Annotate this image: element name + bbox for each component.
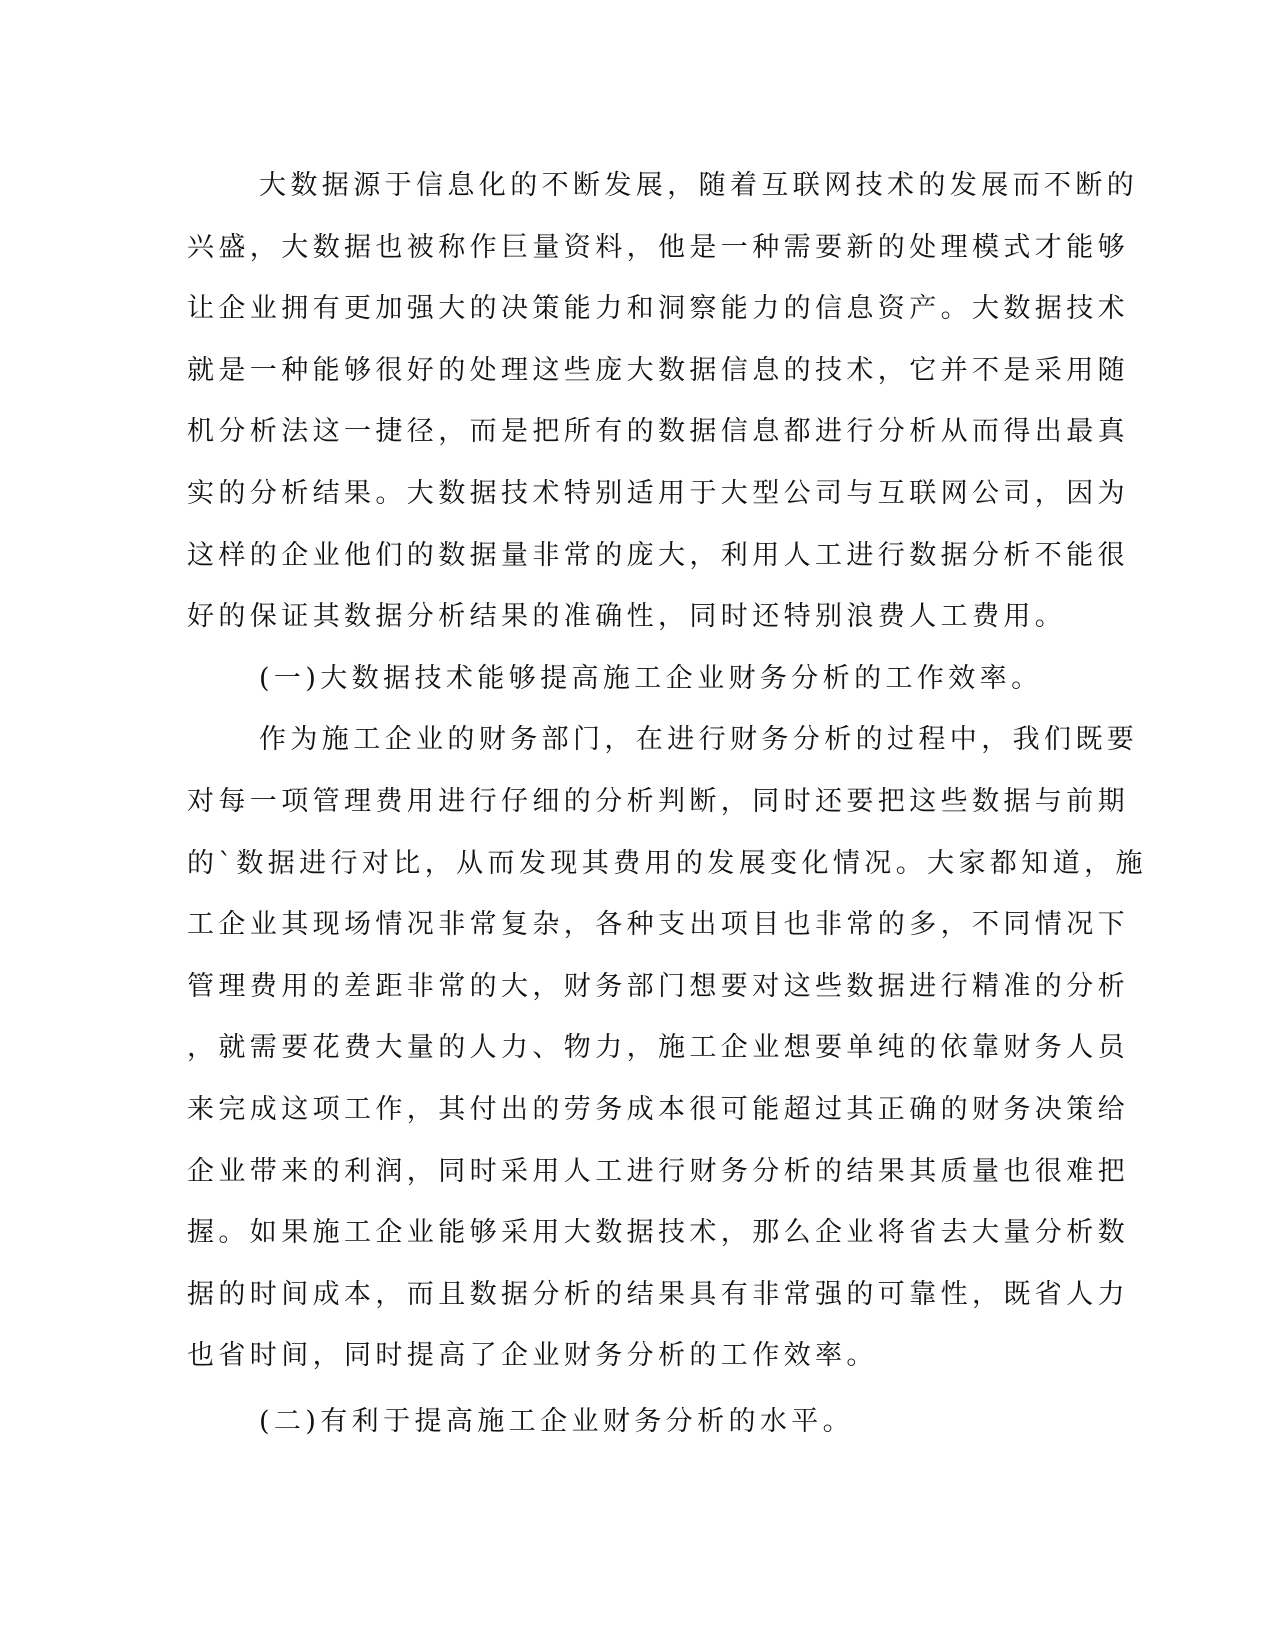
paragraph-line: ，就需要花费大量的人力、物力，施工企业想要单纯的依靠财务人员 — [187, 1032, 1129, 1064]
paragraph-line: 管理费用的差距非常的大，财务部门想要对这些数据进行精准的分析 — [187, 970, 1129, 1002]
paragraph-big-data-intro — [187, 155, 1139, 648]
paragraph-line: 就是一种能够很好的处理这些庞大数据信息的技术，它并不是采用随 — [187, 354, 1129, 386]
paragraph-line: 的`数据进行对比，从而发现其费用的发展变化情况。大家都知道，施 — [187, 847, 1147, 879]
document-body — [187, 155, 1147, 1452]
paragraph-line: 握。如果施工企业能够采用大数据技术，那么企业将省去大量分析数 — [187, 1217, 1129, 1249]
paragraph-efficiency — [187, 709, 1147, 1387]
paragraph-line: 据的时间成本，而且数据分析的结果具有非常强的可靠性，既省人力 — [187, 1278, 1129, 1310]
paragraph-line: 兴盛，大数据也被称作巨量资料，他是一种需要新的处理模式才能够 — [187, 231, 1129, 263]
paragraph-line: 实的分析结果。大数据技术特别适用于大型公司与互联网公司，因为 — [187, 477, 1129, 509]
paragraph-line: 来完成这项工作，其付出的劳务成本很可能超过其正确的财务决策给 — [187, 1093, 1129, 1125]
paragraph-line: 大数据源于信息化的不断发展，随着互联网技术的发展而不断的 — [259, 170, 1139, 201]
section-heading-1: (一)大数据技术能够提高施工企业财务分析的工作效率。 — [259, 662, 1043, 694]
paragraph-line: 企业带来的利润，同时采用人工进行财务分析的结果其质量也很难把 — [187, 1155, 1129, 1187]
paragraph-line: 机分析法这一捷径，而是把所有的数据信息都进行分析从而得出最真 — [187, 416, 1129, 448]
paragraph-line: 好的保证其数据分析结果的准确性，同时还特别浪费人工费用。 — [187, 601, 1067, 633]
paragraph-line: 让企业拥有更加强大的决策能力和洞察能力的信息资产。大数据技术 — [187, 293, 1129, 325]
paragraph-line: 也省时间，同时提高了企业财务分析的工作效率。 — [187, 1340, 878, 1372]
section-heading-2: (二)有利于提高施工企业财务分析的水平。 — [259, 1405, 855, 1437]
paragraph-line: 工企业其现场情况非常复杂，各种支出项目也非常的多，不同情况下 — [187, 909, 1129, 941]
paragraph-line: 对每一项管理费用进行仔细的分析判断，同时还要把这些数据与前期 — [187, 785, 1129, 817]
paragraph-line: 这样的企业他们的数据量非常的庞大，利用人工进行数据分析不能很 — [187, 539, 1129, 571]
paragraph-line: 作为施工企业的财务部门，在进行财务分析的过程中，我们既要 — [259, 724, 1139, 756]
